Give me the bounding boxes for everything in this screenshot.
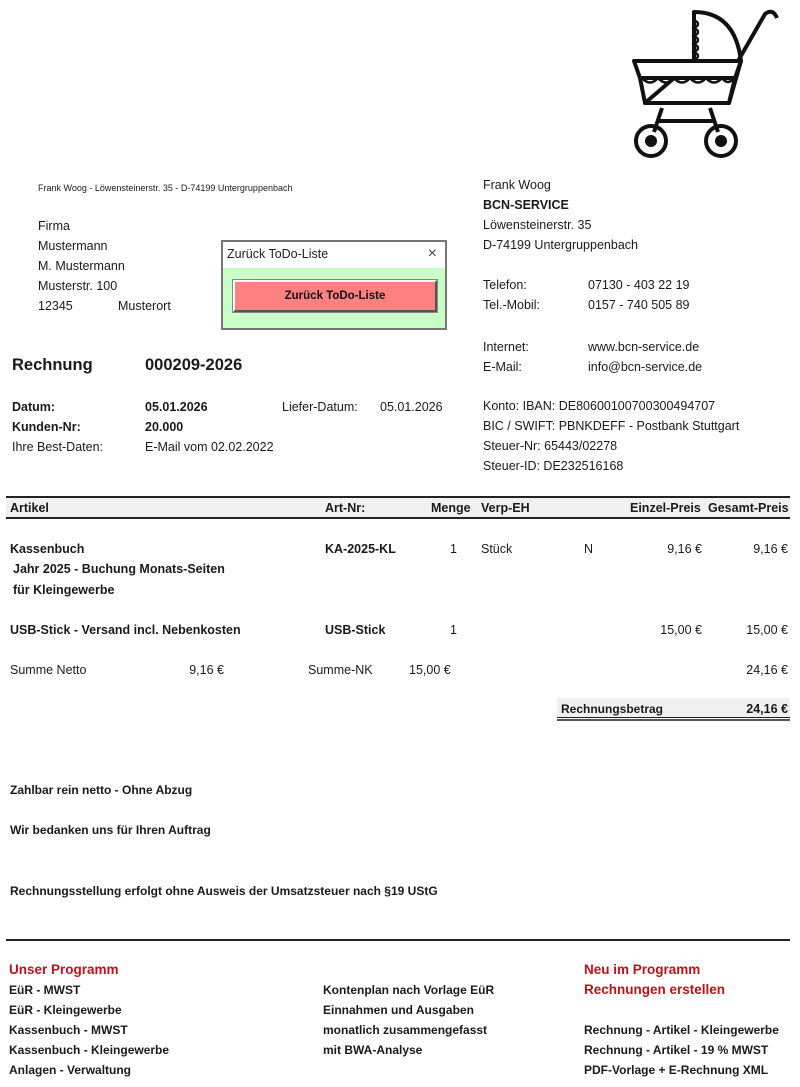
invoice-number: 000209-2026 — [145, 356, 243, 374]
row-qty: 1 — [450, 542, 457, 556]
internet-label: Internet: — [483, 340, 529, 354]
program-item: Anlagen - Verwaltung — [9, 1063, 132, 1077]
program-item: Kassenbuch - MWST — [9, 1023, 128, 1037]
row-unit-price: 15,00 € — [660, 623, 702, 637]
new-program-subtitle: Rechnungen erstellen — [584, 982, 726, 997]
tax-note: Rechnungsstellung erfolgt ohne Ausweis der Umsatzsteuer nach §19 UStG — [10, 884, 438, 898]
nk-label: Summe-NK — [308, 663, 373, 677]
recipient-city: Musterort — [118, 299, 171, 313]
iban: Konto: IBAN: DE80600100700300494707 — [483, 399, 716, 413]
recipient-line3: M. Mustermann — [38, 259, 125, 273]
company-firm: BCN-SERVICE — [483, 198, 569, 212]
col-article: Artikel — [10, 501, 49, 515]
company-name: Frank Woog — [483, 178, 551, 192]
col-qty: Menge — [431, 501, 471, 515]
program-item: Kassenbuch - Kleingewerbe — [9, 1043, 170, 1057]
net-label: Summe Netto — [10, 663, 87, 677]
row-article: USB-Stick - Versand incl. Nebenkosten — [10, 623, 241, 637]
tax-number: Steuer-Nr: 65443/02278 — [483, 439, 618, 453]
sender-line: Frank Woog - Löwensteinerstr. 35 - D-74199 Untergruppenbach — [38, 183, 293, 193]
date-value: 05.01.2026 — [145, 400, 208, 414]
new-program-item: Rechnung - Artikel - Kleingewerbe — [584, 1023, 779, 1037]
table-top-rule — [6, 496, 790, 498]
program-item: EüR - MWST — [9, 983, 81, 997]
col-art-nr: Art-Nr: — [325, 501, 366, 515]
row-art-nr: KA-2025-KL — [325, 542, 396, 556]
description-item: Einnahmen und Ausgaben — [323, 1003, 474, 1017]
thanks-note: Wir bedanken uns für Ihren Auftrag — [10, 823, 211, 837]
recipient-street: Musterstr. 100 — [38, 279, 118, 293]
row-flag: N — [584, 542, 594, 556]
close-icon[interactable]: × — [427, 245, 437, 262]
company-street: Löwensteinerstr. 35 — [483, 218, 592, 232]
todo-dialog — [221, 240, 447, 330]
sum-value: 24,16 € — [746, 663, 788, 677]
program-title: Unser Programm — [9, 962, 119, 977]
bic: BIC / SWIFT: PBNKDEFF - Postbank Stuttgart — [483, 419, 740, 433]
internet-value: www.bcn-service.de — [588, 340, 700, 354]
email-value: info@bcn-service.de — [588, 360, 703, 374]
description-item: mit BWA-Analyse — [323, 1043, 423, 1057]
footer-rule — [6, 939, 790, 941]
row-unit-price: 9,16 € — [667, 542, 702, 556]
total-rule-2 — [557, 719, 790, 721]
phone-value: 07130 - 403 22 19 — [588, 278, 690, 292]
order-ref-label: Ihre Best-Daten: — [12, 440, 104, 454]
description-item: Kontenplan nach Vorlage EüR — [323, 983, 495, 997]
nk-value: 15,00 € — [409, 663, 451, 677]
description-item: monatlich zusammengefasst — [323, 1023, 488, 1037]
new-program-item: PDF-Vorlage + E-Rechnung XML — [584, 1063, 769, 1077]
recipient-line1: Firma — [38, 219, 70, 233]
row-desc: für Kleingewerbe — [13, 583, 115, 597]
dialog-titlebar[interactable] — [223, 242, 445, 268]
customer-nr-value: 20.000 — [145, 420, 184, 434]
recipient-line2: Mustermann — [38, 239, 108, 253]
row-desc: Jahr 2025 - Buchung Monats-Seiten — [13, 562, 225, 576]
payment-note: Zahlbar rein netto - Ohne Abzug — [10, 783, 193, 797]
program-item: EüR - Kleingewerbe — [9, 1003, 122, 1017]
row-article: Kassenbuch — [10, 542, 85, 556]
tax-id: Steuer-ID: DE232516168 — [483, 459, 624, 473]
col-unit: Verp-EH — [481, 501, 530, 515]
row-qty: 1 — [450, 623, 457, 637]
table-header-rule — [6, 517, 790, 519]
col-unit-price: Einzel-Preis — [630, 501, 701, 515]
invoice-title: Rechnung — [12, 356, 93, 374]
delivery-date-value: 05.01.2026 — [380, 400, 443, 414]
company-city: D-74199 Untergruppenbach — [483, 238, 638, 252]
order-ref-value: E-Mail vom 02.02.2022 — [145, 440, 274, 454]
dialog-title: Zurück ToDo-Liste — [227, 247, 329, 261]
delivery-date-label: Liefer-Datum: — [282, 400, 358, 414]
customer-nr-label: Kunden-Nr: — [12, 420, 81, 434]
total-value: 24,16 € — [746, 702, 788, 716]
email-label: E-Mail: — [483, 360, 522, 374]
total-label: Rechnungsbetrag — [561, 702, 664, 716]
phone-label: Telefon: — [483, 278, 527, 292]
date-label: Datum: — [12, 400, 56, 414]
back-to-todo-button[interactable]: Zurück ToDo-Liste — [233, 280, 437, 312]
net-value: 9,16 € — [189, 663, 224, 677]
new-program-item: Rechnung - Artikel - 19 % MWST — [584, 1043, 769, 1057]
row-total-price: 9,16 € — [753, 542, 788, 556]
new-program-title: Neu im Programm — [584, 962, 701, 977]
total-rule-1 — [557, 717, 790, 718]
mobile-label: Tel.-Mobil: — [483, 298, 540, 312]
col-total-price: Gesamt-Preis — [708, 501, 789, 515]
baby-carriage-icon — [625, 8, 785, 163]
row-art-nr: USB-Stick — [325, 623, 386, 637]
mobile-value: 0157 - 740 505 89 — [588, 298, 690, 312]
row-total-price: 15,00 € — [746, 623, 788, 637]
recipient-zip: 12345 — [38, 299, 73, 313]
row-unit: Stück — [481, 542, 513, 556]
